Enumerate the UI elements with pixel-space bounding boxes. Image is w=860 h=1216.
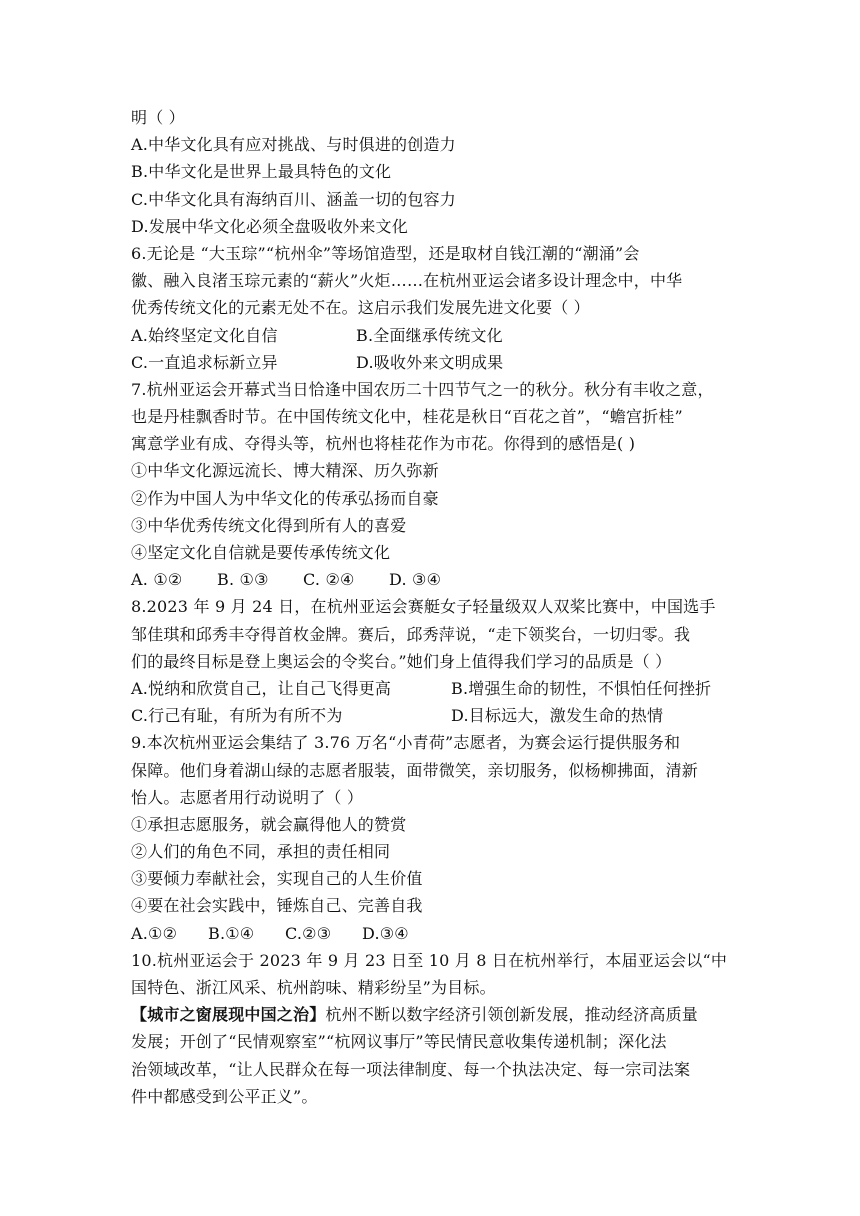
q9-option-d: D.③④ [362, 923, 409, 943]
q10-material-title: 【城市之窗展现中国之治】 [131, 1005, 326, 1025]
q9-stem-line: 9.本次杭州亚运会集结了 3.76 万名“小青荷”志愿者，为赛会运行提供服务和 [131, 733, 681, 753]
q7-option-c: C. ②④ [303, 570, 355, 590]
q7-item-2: ②作为中国人为中华文化的传承弘扬而自豪 [131, 488, 439, 508]
q8-stem-line: 们的最终目标是登上奥运会的令奖台。”她们身上值得我们学习的品质是（ ） [131, 651, 672, 671]
q7-item-1: ①中华文化源远流长、博大精深、历久弥新 [131, 461, 439, 481]
q5-option-c: C.中华文化具有海纳百川、涵盖一切的包容力 [131, 189, 456, 209]
q9-stem-line: 保障。他们身着湖山绿的志愿者服装，面带微笑，亲切服务，似杨柳拂面，清新 [131, 760, 699, 780]
q5-stem-end: 明（ ） [131, 108, 185, 127]
q8-options-row-2 [131, 702, 731, 729]
q9-item-2: ②人们的角色不同，承担的责任相同 [131, 842, 391, 862]
q9-item-4: ④要在社会实践中，锤炼自己、完善自我 [131, 896, 423, 916]
q6-options-row-1 [131, 322, 731, 349]
q7-option-a: A. ①② [131, 570, 183, 590]
q7-option-b: B. ①③ [217, 570, 269, 590]
q6-stem-line: 优秀传统文化的元素无处不在。这启示我们发展先进文化要（ ） [131, 298, 590, 318]
q6-option-b: B.全面继承传统文化 [356, 325, 503, 345]
q6-options-row-2 [131, 349, 731, 376]
q6-stem-line: 6.无论是 “大玉琮”“杭州伞”等场馆造型，还是取材自钱江潮的“潮涌”会 [131, 243, 640, 263]
q7-stem-line: 7.杭州亚运会开幕式当日恰逢中国农历二十四节气之一的秋分。秋分有丰收之意， [131, 379, 714, 399]
q10-material-line: 件中都感受到公平正义”。 [131, 1086, 318, 1106]
q5-option-d: D.发展中华文化必须全盘吸收外来文化 [131, 216, 408, 236]
q7-options-row [131, 566, 731, 593]
q8-stem-line: 8.2023 年 9 月 24 日，在杭州亚运会赛艇女子轻量级双人双桨比赛中，中国选手 [131, 597, 716, 617]
q9-option-a: A.①② [131, 923, 178, 943]
q9-option-c: C.②③ [285, 923, 332, 943]
q6-option-a: A.始终坚定文化自信 [131, 325, 278, 345]
q10-stem-line: 10.杭州亚运会于 2023 年 9 月 23 日至 10 月 8 日在杭州举行，本届亚运会以“中 [131, 950, 728, 970]
q8-option-d: D.目标远大，激发生命的热情 [451, 706, 664, 726]
exam-page [131, 104, 731, 1110]
q8-stem-line: 邹佳琪和邱秀丰夺得首枚金牌。赛后，邱秀萍说，“走下领奖台，一切归零。我 [131, 624, 691, 644]
q7-stem-line: 寓意学业有成、夺得头等，杭州也将桂花作为市花。你得到的感悟是( ) [131, 434, 636, 454]
q6-option-d: D.吸收外来文明成果 [356, 352, 504, 372]
q8-option-a: A.悦纳和欣赏自己，让自己飞得更高 [131, 678, 392, 698]
q5-option-a: A.中华文化具有应对挑战、与时俱进的创造力 [131, 135, 456, 155]
q5-option-b: B.中华文化是世界上最具特色的文化 [131, 162, 392, 182]
q8-options-row-1 [131, 675, 731, 702]
q10-material-line: 治领域改革，“让人民群众在每一项法律制度、每一个执法决定、每一宗司法案 [131, 1059, 691, 1079]
q9-item-3: ③要倾力奉献社会，实现自己的人生价值 [131, 869, 423, 889]
q9-item-1: ①承担志愿服务，就会赢得他人的赞赏 [131, 814, 407, 834]
q7-item-4: ④坚定文化自信就是要传承传统文化 [131, 543, 391, 562]
q10-material-text: 杭州不断以数字经济引领创新发展，推动经济高质量 [325, 1005, 699, 1025]
q9-options-row [131, 920, 731, 947]
q10-material-line: 发展；开创了“民情观察室”“杭网议事厅”等民情民意收集传递机制；深化法 [131, 1032, 667, 1052]
q7-item-3: ③中华优秀传统文化得到所有人的喜爱 [131, 515, 407, 535]
q9-stem-line: 怡人。志愿者用行动说明了（ ） [131, 787, 364, 807]
q9-option-b: B.①④ [208, 923, 255, 943]
q10-material-line-1 [131, 1001, 731, 1028]
q6-option-c: C.一直追求标新立异 [131, 352, 278, 372]
q6-stem-line: 徽、融入良渚玉琮元素的“薪火”火炬……在杭州亚运会诸多设计理念中，中华 [131, 271, 683, 291]
q8-option-b: B.增强生命的韧性，不惧怕任何挫折 [451, 678, 712, 698]
q7-option-d: D. ③④ [389, 570, 442, 590]
q10-stem-line: 国特色、浙江风采、杭州韵味、精彩纷呈”为目标。 [131, 978, 496, 997]
q7-stem-line: 也是丹桂飘香时节。在中国传统文化中，桂花是秋日“百花之首”，“蟾宫折桂” [131, 407, 683, 427]
q8-option-c: C.行己有耻，有所为有所不为 [131, 706, 343, 726]
